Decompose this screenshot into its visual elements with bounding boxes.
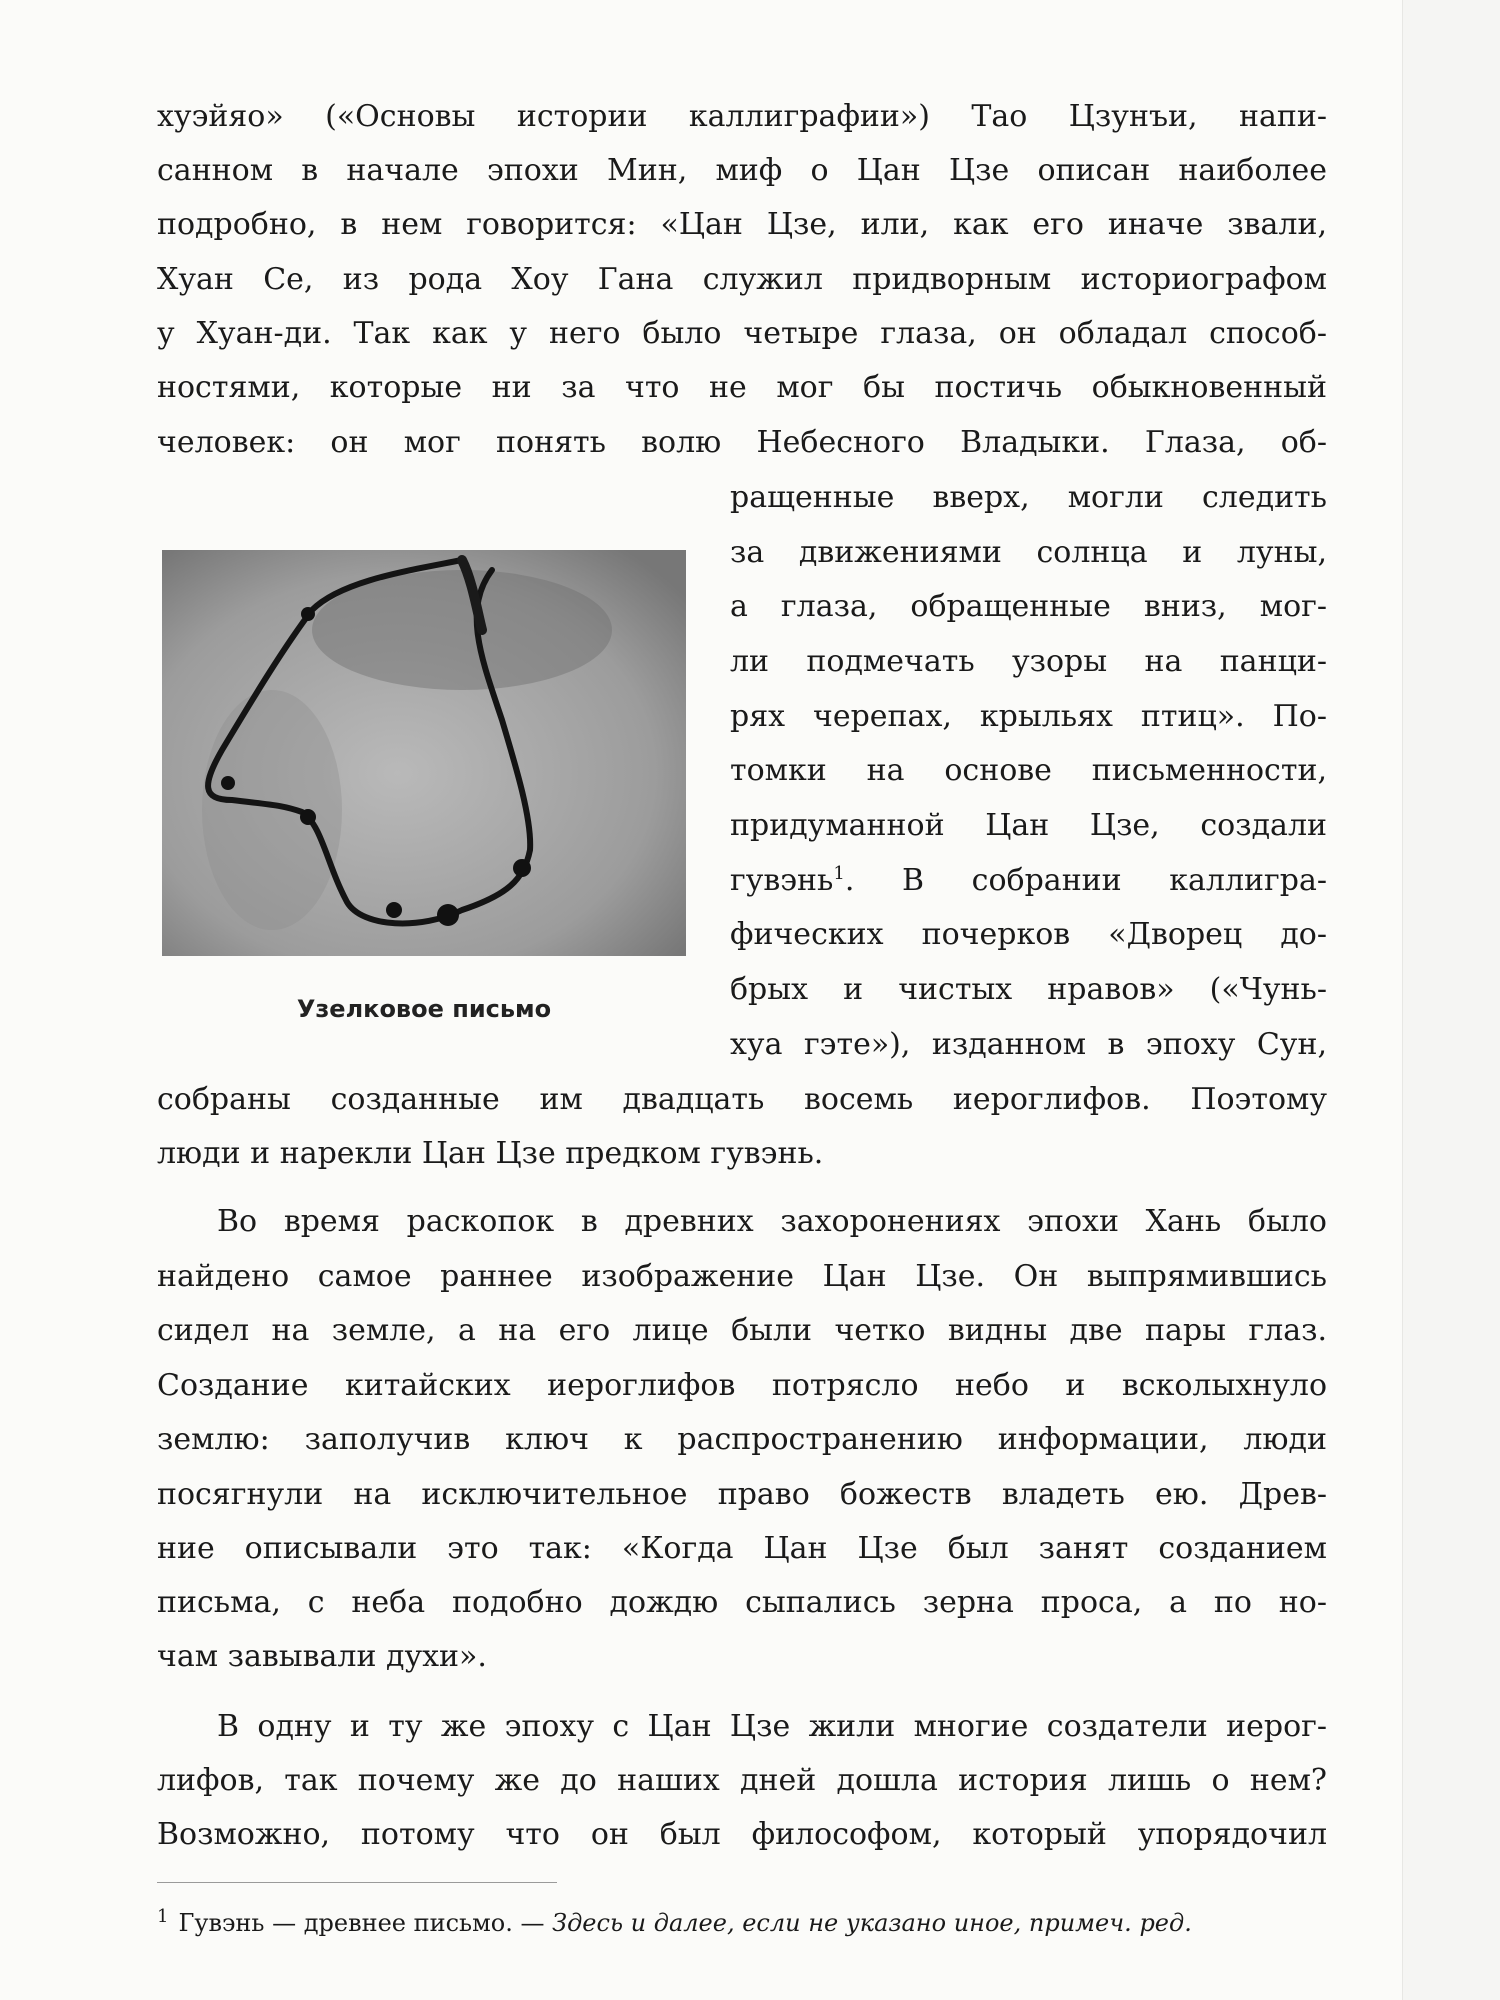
text-line: ние описывали это так: «Когда Цан Цзе был занят созданием	[157, 1531, 1327, 1566]
text-line: подробно, в нем говорится: «Цан Цзе, или, как его иначе звали,	[157, 207, 1327, 242]
text-line-with-footnote-ref	[730, 861, 1327, 901]
text-line: Хуан Се, из рода Хоу Гана служил придворным историографом	[157, 262, 1327, 297]
text-line: рях черепах, крыльях птиц». По-	[730, 699, 1327, 734]
text-line: лифов, так почему же до наших дней дошла история лишь о нем?	[157, 1763, 1327, 1798]
text-fragment: . В собрании каллигра-	[844, 863, 1327, 898]
paragraph-first-line: В одну и ту же эпоху с Цан Цзе жили многие создатели иерог-	[217, 1709, 1327, 1744]
text-line: хуа гэте»), изданном в эпоху Сун,	[730, 1027, 1327, 1062]
text-line: фических почерков «Дворец до-	[730, 917, 1327, 952]
footnote-italic: Здесь и далее, если не указано иное, примеч. ред.	[552, 1909, 1192, 1937]
footnote-ref: 1	[833, 863, 845, 884]
knot-mark	[513, 859, 531, 877]
text-line: человек: он мог понять волю Небесного Владыки. Глаза, об-	[157, 425, 1327, 460]
page-edge	[1402, 0, 1500, 2000]
text-line: а глаза, обращенные вниз, мог-	[730, 589, 1327, 624]
text-line: хуэйяо» («Основы истории каллиграфии») Тао Цзунъи, напи-	[157, 99, 1327, 134]
text-fragment: гувэнь	[730, 863, 834, 898]
knotted-cord-illustration	[162, 550, 686, 956]
text-line: придуманной Цан Цзе, создали	[730, 808, 1327, 843]
text-line: брых и чистых нравов» («Чунь-	[730, 972, 1327, 1007]
text-line: Возможно, потому что он был философом, который упорядочил	[157, 1817, 1327, 1852]
footnote-text: Гувэнь — древнее письмо. —	[178, 1909, 545, 1937]
text-line: посягнули на исключительное право божеств владеть ею. Древ-	[157, 1477, 1327, 1512]
footnote-divider	[157, 1882, 557, 1883]
knot-mark	[437, 904, 459, 926]
knot-mark	[386, 902, 402, 918]
text-line: Создание китайских иероглифов потрясло небо и всколыхнуло	[157, 1368, 1327, 1403]
text-line: землю: заполучив ключ к распространению информации, люди	[157, 1422, 1327, 1457]
text-line: письма, с неба подобно дождю сыпались зерна проса, а по но-	[157, 1585, 1327, 1620]
text-line: за движениями солнца и луны,	[730, 535, 1327, 570]
text-line: сидел на земле, а на его лице были четко видны две пары глаз.	[157, 1313, 1327, 1348]
figure-caption: Узелковое письмо	[296, 995, 552, 1023]
text-line: чам завывали духи».	[157, 1639, 487, 1674]
knot-writing-photo	[162, 550, 686, 956]
footnote-number: 1	[157, 1906, 169, 1927]
knot-mark	[301, 607, 315, 621]
text-line: собраны созданные им двадцать восемь иероглифов. Поэтому	[157, 1082, 1327, 1117]
text-line: ностями, которые ни за что не мог бы постичь обыкновенный	[157, 370, 1327, 405]
text-line: ли подмечать узоры на панци-	[730, 644, 1327, 679]
text-line: у Хуан-ди. Так как у него было четыре глаза, он обладал способ-	[157, 316, 1327, 351]
knot-mark	[300, 809, 316, 825]
text-line: найдено самое раннее изображение Цан Цзе. Он выпрямившись	[157, 1259, 1327, 1294]
footnote	[157, 1905, 1327, 1941]
knot-mark	[221, 776, 235, 790]
text-line: люди и нарекли Цан Цзе предком гувэнь.	[157, 1136, 824, 1171]
text-line: санном в начале эпохи Мин, миф о Цан Цзе описан наиболее	[157, 153, 1327, 188]
text-line: ращенные вверх, могли следить	[730, 480, 1327, 515]
text-line: томки на основе письменности,	[730, 753, 1327, 788]
paragraph-first-line: Во время раскопок в древних захоронениях эпохи Хань было	[217, 1204, 1327, 1239]
